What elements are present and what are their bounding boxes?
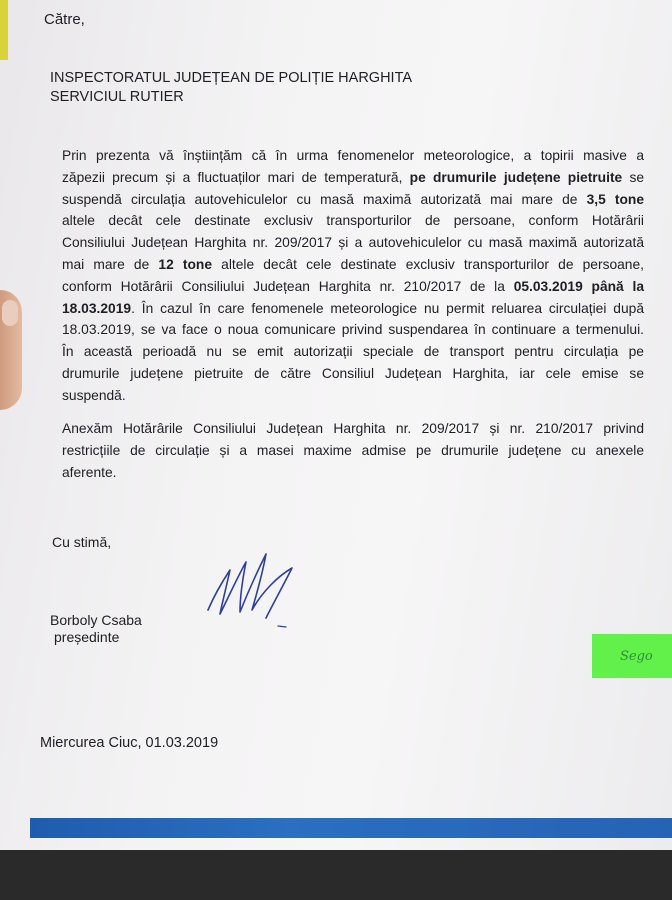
paragraph-notice — [62, 145, 644, 407]
green-stamp — [592, 634, 672, 678]
text-line — [62, 167, 644, 189]
recipient-block — [50, 69, 412, 107]
text-span: altele decât cele destinate exclusiv transporturilor de persoane, — [212, 256, 644, 272]
stamp-text: Sego — [620, 649, 653, 664]
paragraph-annex — [62, 418, 644, 484]
bold-span: 05.03.2019 până la — [513, 278, 644, 294]
text-line: Prin prezenta vă înștiințăm că în urma fenomenelor meteorologice, a topirii masive a — [62, 148, 644, 163]
text-line — [62, 276, 644, 298]
text-span: se — [622, 169, 645, 185]
bold-span: pe drumurile județene pietruite — [409, 169, 623, 185]
text-line — [62, 254, 644, 276]
text-line: Anexăm Hotărârile Consiliului Județean Harghita nr. 209/2017 și nr. 210/2017 privind — [62, 421, 644, 436]
text-span: zăpezii precum și a fluctuaților mari de temperatură, — [62, 169, 410, 185]
bold-span: 12 tone — [158, 256, 213, 272]
text-line: drumurile județene pietruite de către Consiliul Județean Harghita, iar cele emise se — [62, 365, 644, 381]
thumbnail-fingernail — [2, 300, 18, 326]
handwritten-signature — [200, 548, 310, 638]
salutation: Către, — [44, 11, 85, 28]
text-line — [62, 298, 644, 320]
text-line: suspendă. — [62, 387, 126, 403]
text-span: . În cazul în care fenomenele meteorologice nu permit reluarea circulației după — [131, 300, 644, 316]
text-span: conform Hotărârii Consiliului Județean Harghita nr. 210/2017 de la — [62, 278, 514, 294]
text-line: altele decât cele destinate exclusiv transporturilor de persoane, conform Hotărârii — [62, 213, 644, 229]
place-and-date: Miercurea Ciuc, 01.03.2019 — [40, 735, 219, 751]
text-line: În această perioadă nu se emit autorizații speciale de transport pentru circulația pe — [62, 344, 644, 360]
closing-line: Cu stimă, — [52, 534, 112, 550]
bold-span: 18.03.2019 — [62, 300, 132, 316]
page-corner-highlight — [0, 0, 8, 60]
text-line: Consiliului Județean Harghita nr. 209/2017 și a autovehiculelor cu masă maximă autorizată — [62, 235, 644, 251]
bold-span: 3,5 tone — [586, 191, 644, 207]
signer-name: Borboly Csaba — [50, 612, 142, 628]
text-line: aferente. — [62, 465, 117, 480]
recipient-department: SERVICIUL RUTIER — [50, 89, 184, 105]
text-line: 18.03.2019, se va face o noua comunicare privind suspendarea în continuare a termenului. — [62, 322, 644, 338]
text-line: restricțiile de circulație și a masei maxime admise pe drumurile județene cu anexele — [62, 443, 644, 458]
text-line — [62, 189, 644, 211]
signer-title: președinte — [54, 629, 120, 645]
text-span: suspendă circulația autovehiculelor cu masă maximă autorizată mai mare de — [62, 191, 587, 207]
recipient-institution: INSPECTORATUL JUDEȚEAN DE POLIȚIE HARGHITA — [50, 70, 413, 86]
footer-blue-bar — [30, 818, 672, 838]
text-span: mai mare de — [62, 256, 159, 272]
